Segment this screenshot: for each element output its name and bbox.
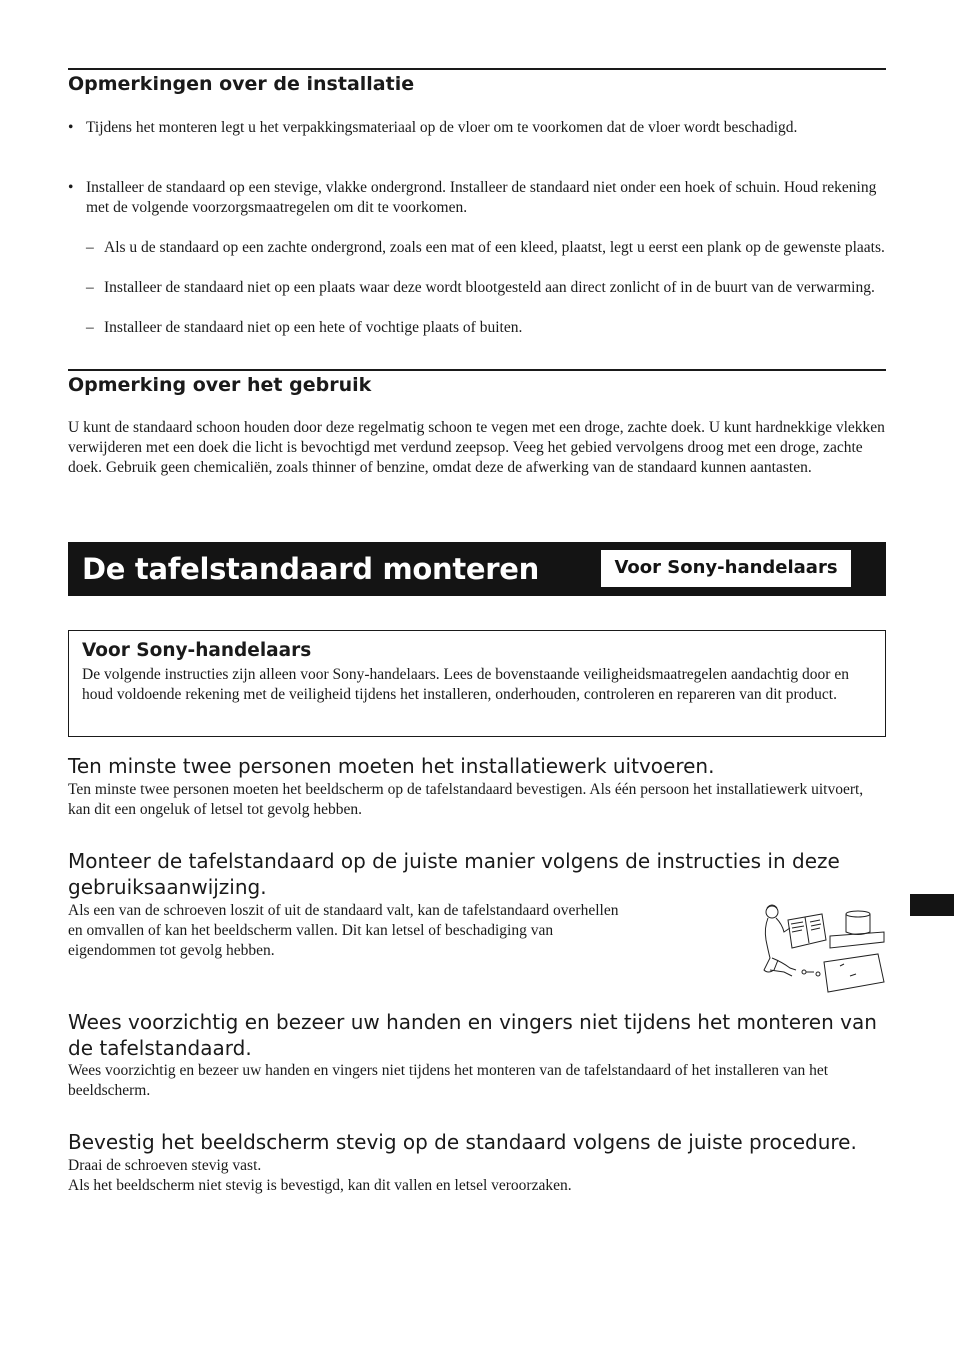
warning-body: Wees voorzichtig en bezeer uw handen en vingers niet tijdens het monteren van de tafelstandaard of het installeren van het beeldscherm. xyxy=(68,1062,829,1099)
warning-heading: Monteer de tafelstandaard op de juiste manier volgens de instructies in deze gebruiksaanwijzing. xyxy=(68,849,840,899)
dash-text: Installeer de standaard niet op een hete of vochtige plaats of buiten. xyxy=(104,319,523,336)
dash-item xyxy=(86,318,886,338)
notice-heading: Voor Sony-handelaars xyxy=(82,640,312,661)
dash-item xyxy=(86,278,886,298)
dash-mark: – xyxy=(86,319,94,336)
warning-heading: Bevestig het beeldscherm stevig op de standaard volgens de juiste procedure. xyxy=(68,1130,857,1154)
dealer-tag: Voor Sony-handelaars xyxy=(601,550,851,587)
dash-mark: – xyxy=(86,279,94,296)
warning-body-line: Als het beeldscherm niet stevig is bevestigd, kan dit vallen en letsel veroorzaken. xyxy=(68,1177,572,1194)
bullet-mark: • xyxy=(68,179,74,196)
dash-item xyxy=(86,238,886,258)
dealer-notice-box xyxy=(68,630,886,737)
section-heading: Opmerking over het gebruik xyxy=(68,374,372,396)
bullet-mark: • xyxy=(68,119,74,136)
usage-paragraph: U kunt de standaard schoon houden door deze regelmatig schoon te vegen met een droge, zachte doek. U kunt hardnekkige vlekken verwijderen met een doek die licht is bevochtigd met verdund zeepsop. Veeg het gebied vervolgens droog met een droge, zachte doek. Gebruik geen chemicaliën, zoals thinner of benzine, omdat deze de afwerking van de standaard kunnen aantasten. xyxy=(68,419,885,476)
section-installation-notes xyxy=(68,68,886,96)
section-usage-note xyxy=(68,369,886,397)
chapter-banner xyxy=(68,542,886,596)
warning-body: Als een van de schroeven loszit of uit de standaard valt, kan de tafelstandaard overhellen en omvallen of kan het beeldscherm vallen. Dit kan letsel of beschadiging van eigendommen tot gevolg hebben. xyxy=(68,902,619,959)
language-thumb-tab xyxy=(910,894,954,916)
bullet-item xyxy=(68,118,888,138)
dash-mark: – xyxy=(86,239,94,256)
warning-heading: Ten minste twee personen moeten het installatiewerk uitvoeren. xyxy=(68,754,715,778)
dash-text: Als u de standaard op een zachte ondergrond, zoals een mat of een kleed, plaatst, legt u eerst een plank op de gewenste plaats. xyxy=(104,239,885,256)
person-reading-manual-with-stand-parts-icon xyxy=(760,900,890,996)
section-heading: Opmerkingen over de installatie xyxy=(68,73,415,95)
warning-heading: Wees voorzichtig en bezeer uw handen en vingers niet tijdens het monteren van de tafelstandaard. xyxy=(68,1010,877,1060)
chapter-title: De tafelstandaard monteren xyxy=(82,552,540,586)
bullet-text: Installeer de standaard op een stevige, vlakke ondergrond. Installeer de standaard niet onder een hoek of schuin. Houd rekening met de volgende voorzorgsmaatregelen om dit te voorkomen. xyxy=(86,179,877,216)
bullet-text: Tijdens het monteren legt u het verpakkingsmateriaal op de vloer om te voorkomen dat de vloer wordt beschadigd. xyxy=(86,119,798,136)
warning-body: Ten minste twee personen moeten het beeldscherm op de tafelstandaard bevestigen. Als één persoon het installatiewerk uitvoert, kan dit een ongeluk of letsel tot gevolg hebben. xyxy=(68,781,864,818)
notice-body: De volgende instructies zijn alleen voor Sony-handelaars. Lees de bovenstaande veiligheidsmaatregelen aandachtig door en houd voldoende rekening met de veiligheid tijdens het installeren, onderhouden, controleren en repareren van dit product. xyxy=(82,666,849,703)
dash-text: Installeer de standaard niet op een plaats waar deze wordt blootgesteld aan direct zonlicht of in de buurt van de verwarming. xyxy=(104,279,875,296)
bullet-item xyxy=(68,178,888,218)
warning-body-line: Draai de schroeven stevig vast. xyxy=(68,1157,262,1174)
